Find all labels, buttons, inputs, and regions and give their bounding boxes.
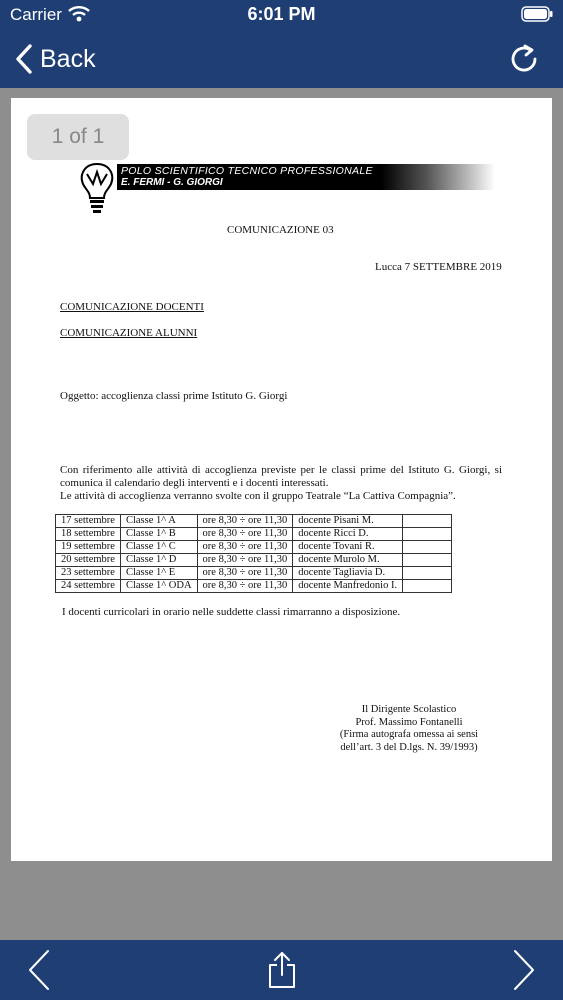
- table-row: [56, 554, 452, 567]
- document-subject: Oggetto: accoglienza classi prime Istituto G. Giorgi: [60, 390, 288, 402]
- back-button[interactable]: [14, 40, 96, 78]
- recipient-docenti: COMUNICAZIONE DOCENTI: [60, 301, 204, 313]
- page-counter: 1 of 1: [27, 114, 129, 160]
- table-row: [56, 541, 452, 554]
- schedule-empty-cell: [403, 528, 452, 541]
- schedule-empty-cell: [403, 541, 452, 554]
- clock: 6:01 PM: [247, 4, 316, 24]
- schedule-class: Classe 1^ E: [120, 567, 197, 580]
- table-row: [56, 580, 452, 593]
- lightbulb-logo-icon: [73, 160, 121, 214]
- back-label: Back: [40, 44, 96, 73]
- chevron-left-icon[interactable]: [24, 948, 54, 992]
- schedule-date: 23 settembre: [56, 567, 121, 580]
- schedule-class: Classe 1^ B: [120, 528, 197, 541]
- schedule-table: [55, 514, 452, 593]
- refresh-icon[interactable]: [507, 42, 541, 76]
- signature-block: [329, 704, 489, 754]
- bottom-toolbar: [0, 940, 563, 1000]
- schedule-empty-cell: [403, 567, 452, 580]
- schedule-teacher: docente Tagliavia D.: [293, 567, 403, 580]
- schedule-time: ore 8,30 ÷ ore 11,30: [197, 554, 293, 567]
- schedule-class: Classe 1^ D: [120, 554, 197, 567]
- schedule-empty-cell: [403, 554, 452, 567]
- school-logo: [73, 160, 495, 214]
- document-viewer[interactable]: [0, 88, 563, 940]
- share-icon[interactable]: [266, 950, 298, 990]
- schedule-class: Classe 1^ ODA: [120, 580, 197, 593]
- signature-line: Il Dirigente Scolastico: [361, 704, 457, 715]
- battery-icon: [521, 6, 553, 22]
- carrier-label: Carrier: [10, 5, 62, 24]
- schedule-teacher: docente Pisani M.: [293, 515, 403, 528]
- schedule-empty-cell: [403, 515, 452, 528]
- signature-line: Prof. Massimo Fontanelli: [355, 716, 463, 728]
- schedule-date: 17 settembre: [56, 515, 121, 528]
- schedule-date: 20 settembre: [56, 554, 121, 567]
- teachers-note: I docenti curricolari in orario nelle suddette classi rimarranno a disposizione.: [62, 606, 401, 618]
- schedule-time: ore 8,30 ÷ ore 11,30: [197, 515, 293, 528]
- signature-line: (Firma autografa omessa ai sensi: [339, 729, 479, 740]
- schedule-time: ore 8,30 ÷ ore 11,30: [197, 580, 293, 593]
- schedule-time: ore 8,30 ÷ ore 11,30: [197, 567, 293, 580]
- logo-line2: E. FERMI - G. GIORGI: [121, 177, 223, 188]
- schedule-teacher: docente Manfredonio I.: [293, 580, 403, 593]
- navigation-bar: [0, 30, 563, 88]
- table-row: [56, 528, 452, 541]
- table-row: [56, 515, 452, 528]
- schedule-date: 18 settembre: [56, 528, 121, 541]
- document-date: Lucca 7 SETTEMBRE 2019: [375, 261, 502, 273]
- schedule-time: ore 8,30 ÷ ore 11,30: [197, 528, 293, 541]
- document-page: [11, 98, 552, 861]
- body-paragraph-1: Con riferimento alle attività di accoglienza previste per le classi prime del Istituto G. Giorgi, si comunica il calendario degli interventi e i docenti interessati.: [60, 464, 502, 489]
- document-title: COMUNICAZIONE 03: [227, 224, 334, 236]
- schedule-date: 24 settembre: [56, 580, 121, 593]
- schedule-class: Classe 1^ C: [120, 541, 197, 554]
- schedule-teacher: docente Murolo M.: [293, 554, 403, 567]
- schedule-teacher: docente Ricci D.: [293, 528, 403, 541]
- status-bar: [0, 0, 563, 30]
- schedule-class: Classe 1^ A: [120, 515, 197, 528]
- table-row: [56, 567, 452, 580]
- schedule-empty-cell: [403, 580, 452, 593]
- schedule-teacher: docente Tovani R.: [293, 541, 403, 554]
- chevron-left-icon: [14, 44, 34, 74]
- schedule-time: ore 8,30 ÷ ore 11,30: [197, 541, 293, 554]
- chevron-right-icon[interactable]: [509, 948, 539, 992]
- body-paragraph-2: Le attività di accoglienza verranno svolte con il gruppo Teatrale “La Cattiva Compagnia”.: [60, 490, 456, 502]
- schedule-date: 19 settembre: [56, 541, 121, 554]
- logo-line1: POLO SCIENTIFICO TECNICO PROFESSIONALE: [121, 165, 373, 177]
- recipient-alunni: COMUNICAZIONE ALUNNI: [60, 327, 198, 339]
- signature-line: dell’art. 3 del D.lgs. N. 39/1993): [340, 741, 478, 753]
